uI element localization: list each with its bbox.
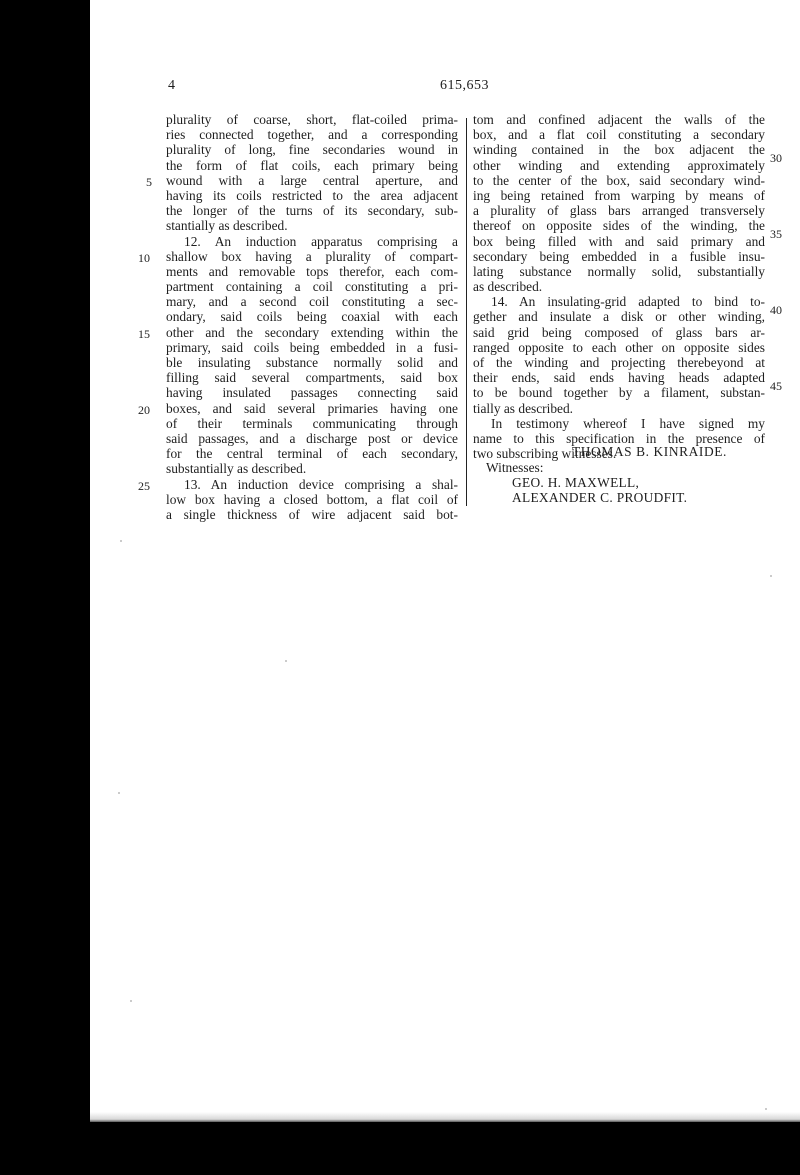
scan-speck <box>770 575 772 577</box>
text-line: thereof on opposite sides of the winding, the <box>473 218 765 234</box>
left-column <box>166 112 458 522</box>
text-line: having its coils restricted to the area adjacent <box>166 187 458 203</box>
text-line: other winding and extending approximately <box>473 157 765 173</box>
text-line: ondary, said coils being coaxial with each <box>166 309 458 325</box>
text-line: box being filled with and said primary and <box>473 233 765 249</box>
text-line: gether and insulate a disk or other winding, <box>473 309 765 325</box>
witness-name: ALEXANDER C. PROUDFIT. <box>512 490 688 505</box>
text-line: to be bound together by a filament, substan- <box>473 385 765 401</box>
text-line: for the central terminal of each secondary, <box>166 446 458 462</box>
scan-speck <box>118 792 120 794</box>
text-line: a plurality of glass bars arranged transversely <box>473 203 765 219</box>
text-line: low box having a closed bottom, a flat coil of <box>166 491 458 507</box>
text-line: plurality of coarse, short, flat-coiled prima- <box>166 112 458 127</box>
text-line: the longer of the turns of its secondary, sub- <box>166 203 458 219</box>
line-number: 25 <box>138 479 150 493</box>
text-line: other and the secondary extending within the <box>166 324 458 340</box>
text-line: their ends, said ends having heads adapted <box>473 370 765 386</box>
text-line: ries connected together, and a corresponding <box>166 127 458 143</box>
inventor-signature: THOMAS B. KINRAIDE. <box>572 444 727 459</box>
text-line: said passages, and a discharge post or device <box>166 430 458 446</box>
text-line: boxes, and said several primaries having one <box>166 400 458 416</box>
scan-speck <box>285 660 287 662</box>
column-divider <box>466 118 467 506</box>
text-line: box, and a flat coil constituting a secondary <box>473 127 765 143</box>
text-line: filling said several compartments, said box <box>166 370 458 386</box>
text-line: said grid being composed of glass bars ar- <box>473 324 765 340</box>
page-number: 4 <box>168 78 175 93</box>
text-line: ble insulating substance normally solid and <box>166 355 458 370</box>
line-number: 15 <box>138 327 150 341</box>
text-line: ranged opposite to each other on opposite sides <box>473 339 765 355</box>
testimony-line: In testimony whereof I have signed my <box>491 415 765 431</box>
text-line: having insulated passages connecting said <box>166 385 458 401</box>
text-line: of their terminals communicating through <box>166 415 458 431</box>
scan-speck <box>120 540 122 542</box>
line-number: 10 <box>138 251 150 265</box>
text-line: lating substance normally solid, substantially <box>473 263 765 279</box>
text-line: the form of flat coils, each primary being <box>166 157 458 173</box>
line-number: 20 <box>138 403 150 417</box>
scan-speck <box>130 1000 132 1002</box>
text-line: winding contained in the box adjacent the <box>473 142 765 158</box>
line-number: 5 <box>146 175 152 189</box>
patent-number: 615,653 <box>440 78 489 93</box>
claim-12-start: 12. An induction apparatus comprising a <box>184 233 458 249</box>
witnesses-label: Witnesses: <box>486 460 544 475</box>
line-number: 30 <box>770 151 782 165</box>
text-line: wound with a large central aperture, and <box>166 172 458 188</box>
text-line: partment containing a coil constituting a pri- <box>166 279 458 295</box>
text-line: two subscribing witnesses. <box>473 446 617 462</box>
text-line: primary, said coils being embedded in a fusi- <box>166 339 458 355</box>
text-line: mary, and a second coil constituting a sec- <box>166 294 458 310</box>
text-line: a single thickness of wire adjacent said bot- <box>166 506 458 522</box>
claim-14-start: 14. An insulating-grid adapted to bind to- <box>491 294 765 310</box>
line-number: 45 <box>770 379 782 393</box>
text-line: as described. <box>473 279 543 295</box>
text-line: plurality of long, fine secondaries wound in <box>166 142 458 158</box>
text-line: substantially as described. <box>166 461 307 477</box>
right-column <box>473 112 765 461</box>
text-line: ments and removable tops therefor, each com- <box>166 263 458 279</box>
text-line: shallow box having a plurality of compart- <box>166 248 458 264</box>
text-line: secondary being embedded in a fusible insu- <box>473 248 765 264</box>
scan-speck <box>765 1108 767 1110</box>
text-line: tom and confined adjacent the walls of the <box>473 112 765 127</box>
line-number: 35 <box>770 227 782 241</box>
scan-border-bottom <box>90 1122 800 1175</box>
text-line: name to this specification in the presence of <box>473 430 765 446</box>
text-line: ing being retained from warping by means of <box>473 187 765 203</box>
text-line: of the winding and projecting therebeyond at <box>473 355 765 370</box>
text-line: stantially as described. <box>166 218 288 234</box>
witness-name: GEO. H. MAXWELL, <box>512 475 640 490</box>
line-number: 40 <box>770 303 782 317</box>
text-line: to the center of the box, said secondary wind- <box>473 172 765 188</box>
claim-13-start: 13. An induction device comprising a shal- <box>184 476 458 492</box>
text-line: tially as described. <box>473 400 574 416</box>
scan-border-left <box>0 0 90 1175</box>
